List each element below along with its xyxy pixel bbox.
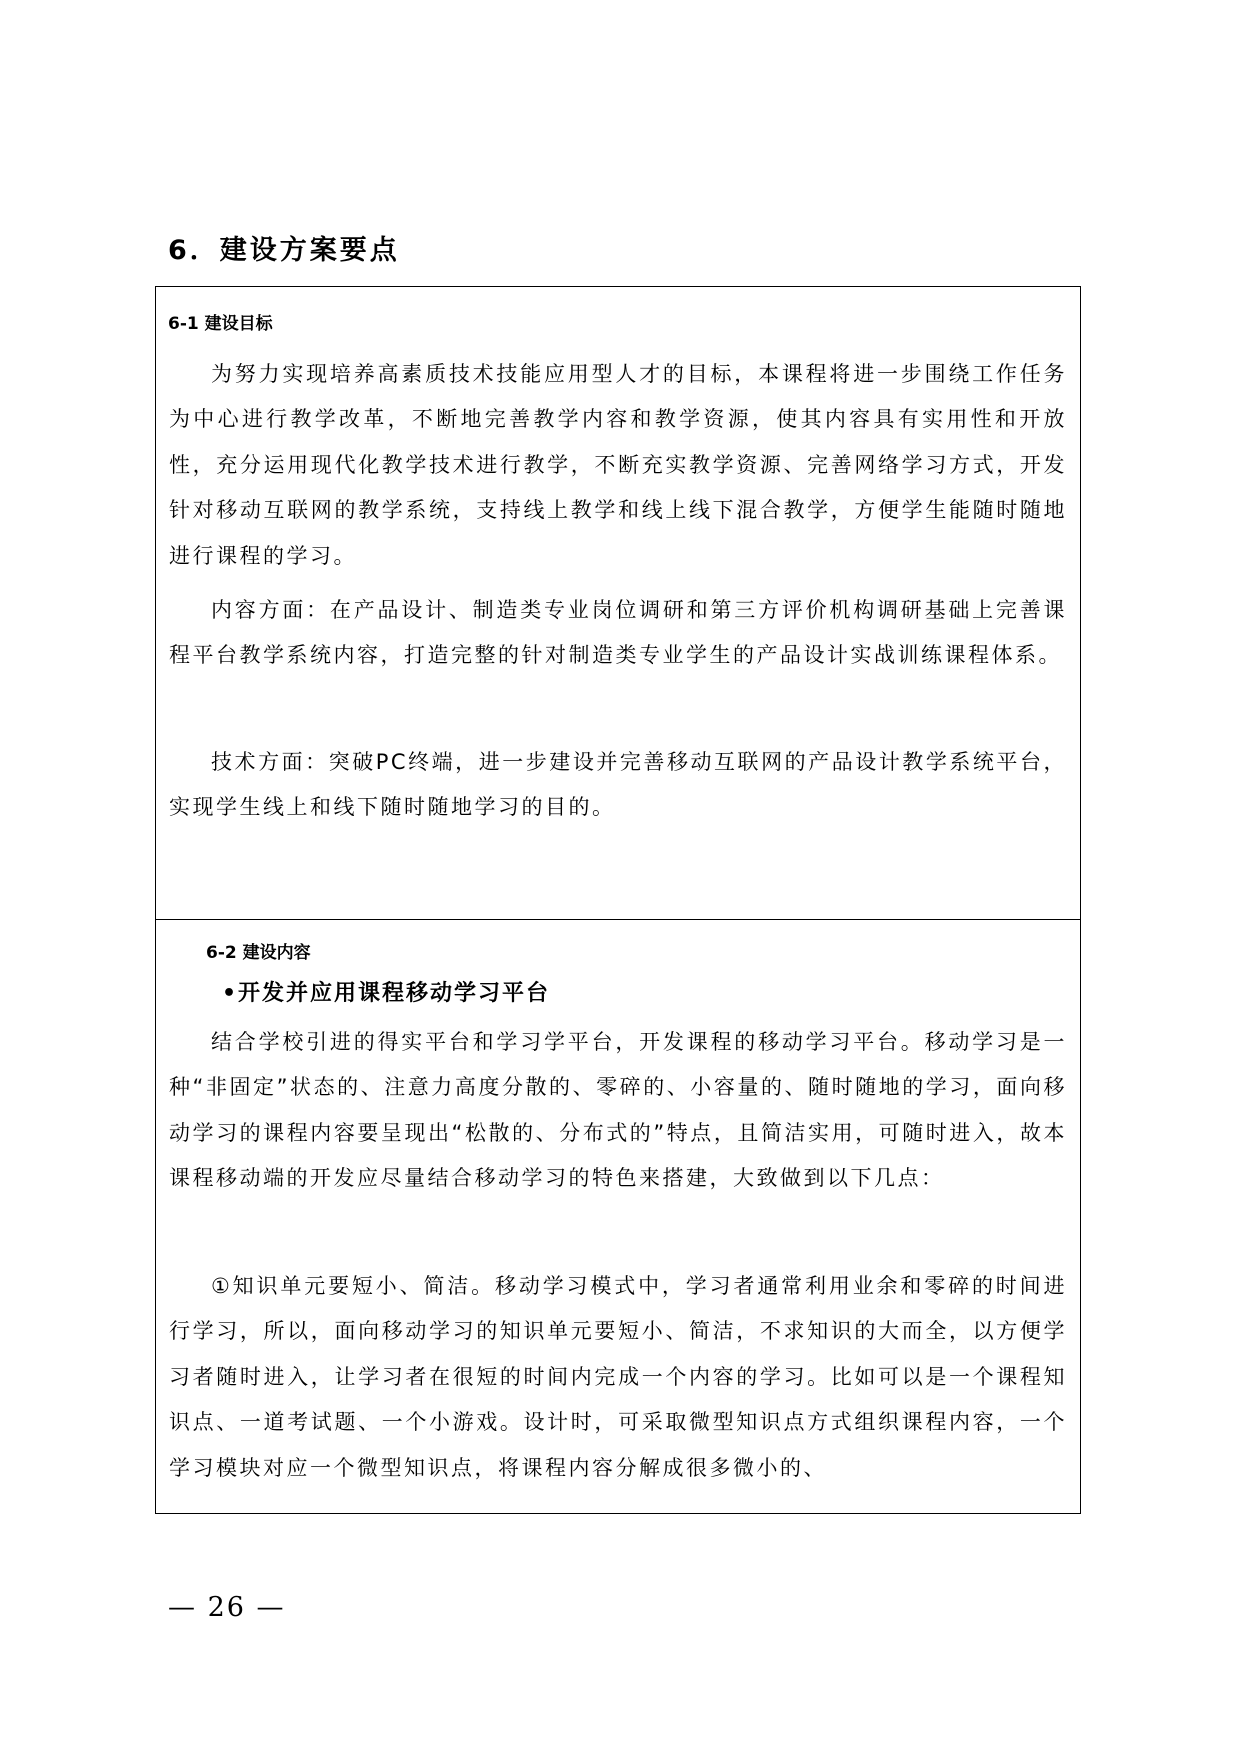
content-title: 6-2 建设内容: [206, 943, 311, 963]
content-paragraph: ①知识单元要短小、简洁。移动学习模式中，学习者通常利用业余和零碎的时间进行学习，所以，面向移动学习的知识单元要短小、简洁，不求知识的大而全，以方便学习者随时进入，让学习者在很短的时间内完成一个内容的学习。比如可以是一个课程知识点、一道考试题、一个小游戏。设计时，可采取微型知识点方式组织课程内容，一个学习模块对应一个微型知识点，将课程内容分解成很多微小的、: [169, 1274, 1067, 1480]
goals-paragraph: 技术方面：突破PC终端，进一步建设并完善移动互联网的产品设计教学系统平台，实现学生线上和线下随时随地学习的目的。: [169, 750, 1067, 820]
content-bullet-heading: •开发并应用课程移动学习平台: [222, 981, 551, 1006]
goals-title: 6-1 建设目标: [168, 314, 273, 334]
goals-paragraph: 为努力实现培养高素质技术技能应用型人才的目标，本课程将进一步围绕工作任务为中心进行教学改革，不断地完善教学内容和教学资源，使其内容具有实用性和开放性，充分运用现代化教学技术进行教学，不断充实教学资源、完善网络学习方式，开发针对移动互联网的教学系统，支持线上教学和线上线下混合教学，方便学生能随时随地进行课程的学习。: [169, 362, 1067, 568]
goals-paragraph: 内容方面：在产品设计、制造类专业岗位调研和第三方评价机构调研基础上完善课程平台教学系统内容，打造完整的针对制造类专业学生的产品设计实战训练课程体系。: [169, 598, 1067, 668]
content-paragraph: 结合学校引进的得实平台和学习学平台，开发课程的移动学习平台。移动学习是一种“非固定”状态的、注意力高度分散的、零碎的、小容量的、随时随地的学习，面向移动学习的课程内容要呈现出“松散的、分布式的”特点，且简洁实用，可随时进入，故本课程移动端的开发应尽量结合移动学习的特色来搭建，大致做到以下几点：: [169, 1030, 1067, 1191]
section-heading: 6．建设方案要点: [168, 235, 400, 266]
page-number: — 26 —: [168, 1592, 286, 1623]
